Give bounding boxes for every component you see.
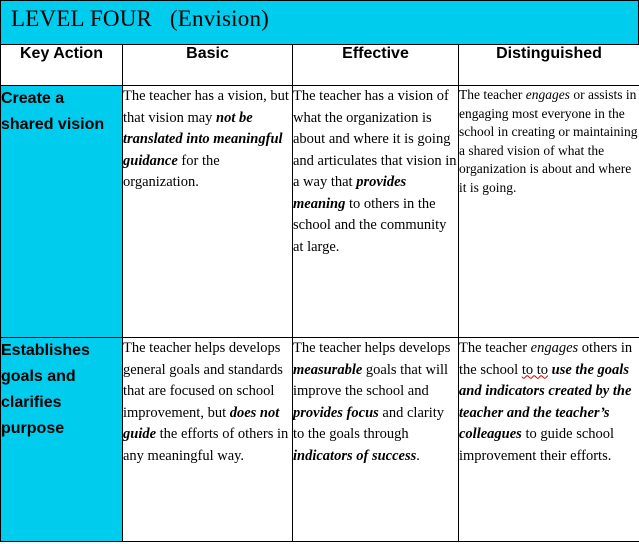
- table-row-goals-purpose: [1, 338, 639, 542]
- cell-emphasis: provides meaning: [293, 174, 407, 212]
- key-action-line: Establishes: [1, 342, 90, 359]
- spellcheck-flagged-text: to to: [521, 361, 549, 378]
- column-header-distinguished: Distinguished: [459, 45, 639, 86]
- cell-emphasis: not be translated into meaningful guidance: [123, 109, 283, 169]
- page-title: LEVEL FOUR (Envision): [11, 6, 270, 31]
- key-action-line: shared vision: [1, 116, 105, 133]
- cell-text: The teacher helps develops general goals and standards that are focused on school improvement, but: [123, 340, 283, 421]
- effective-cell: [293, 338, 459, 542]
- effective-cell: [293, 86, 459, 338]
- cell-text: The teacher: [459, 340, 531, 356]
- rubric-table: [0, 44, 639, 542]
- cell-emphasis: does not guide: [123, 404, 280, 442]
- distinguished-cell: [459, 338, 639, 542]
- key-action-cell: [1, 338, 123, 542]
- cell-emphasis: engages: [525, 87, 570, 102]
- cell-emphasis: use the goals and indicators created by the teacher and the teacher’s colleagues: [459, 361, 632, 442]
- cell-text: or assists in engaging most everyone in the school in creating or maintaining a shared vision of what the organization is about and where it is going.: [459, 87, 638, 195]
- cell-emphasis: provides focus: [293, 404, 379, 421]
- distinguished-cell: [459, 86, 639, 338]
- cell-text: The teacher has a vision, but that vision may: [123, 88, 289, 126]
- cell-text: .: [416, 447, 420, 464]
- cell-text: the efforts of others in any meaningful way.: [123, 426, 289, 464]
- key-action-cell: [1, 86, 123, 338]
- column-header-basic: Basic: [123, 45, 293, 86]
- basic-cell: [123, 338, 293, 542]
- key-action-line: Create a: [1, 90, 65, 107]
- header-row: [1, 45, 639, 86]
- cell-text: The teacher has a vision of what the organization is about and where it is going and articulates that vision in a way that: [293, 88, 457, 190]
- cell-emphasis: engages: [530, 340, 579, 356]
- table-row-shared-vision: [1, 86, 639, 338]
- cell-text: to guide school improvement their efforts.: [459, 426, 615, 464]
- basic-cell: [123, 86, 293, 338]
- key-action-line: clarifies: [1, 394, 62, 411]
- cell-text: goals that will improve the school and: [293, 361, 449, 399]
- key-action-line: purpose: [1, 420, 65, 437]
- cell-text: for the organization.: [123, 152, 220, 190]
- column-header-key-action: Key Action: [1, 45, 123, 86]
- cell-emphasis: measurable: [293, 361, 363, 378]
- title-bar: [0, 0, 639, 45]
- cell-text: to others in the school and the community at large.: [293, 195, 447, 255]
- column-header-effective: Effective: [293, 45, 459, 86]
- cell-emphasis: indicators of success: [293, 447, 417, 464]
- cell-text: and clarity to the goals through: [293, 404, 445, 442]
- cell-text: others in the school: [459, 340, 633, 378]
- cell-text: The teacher helps develops: [293, 340, 451, 356]
- cell-text: The teacher: [459, 87, 526, 102]
- key-action-line: goals and: [1, 368, 76, 385]
